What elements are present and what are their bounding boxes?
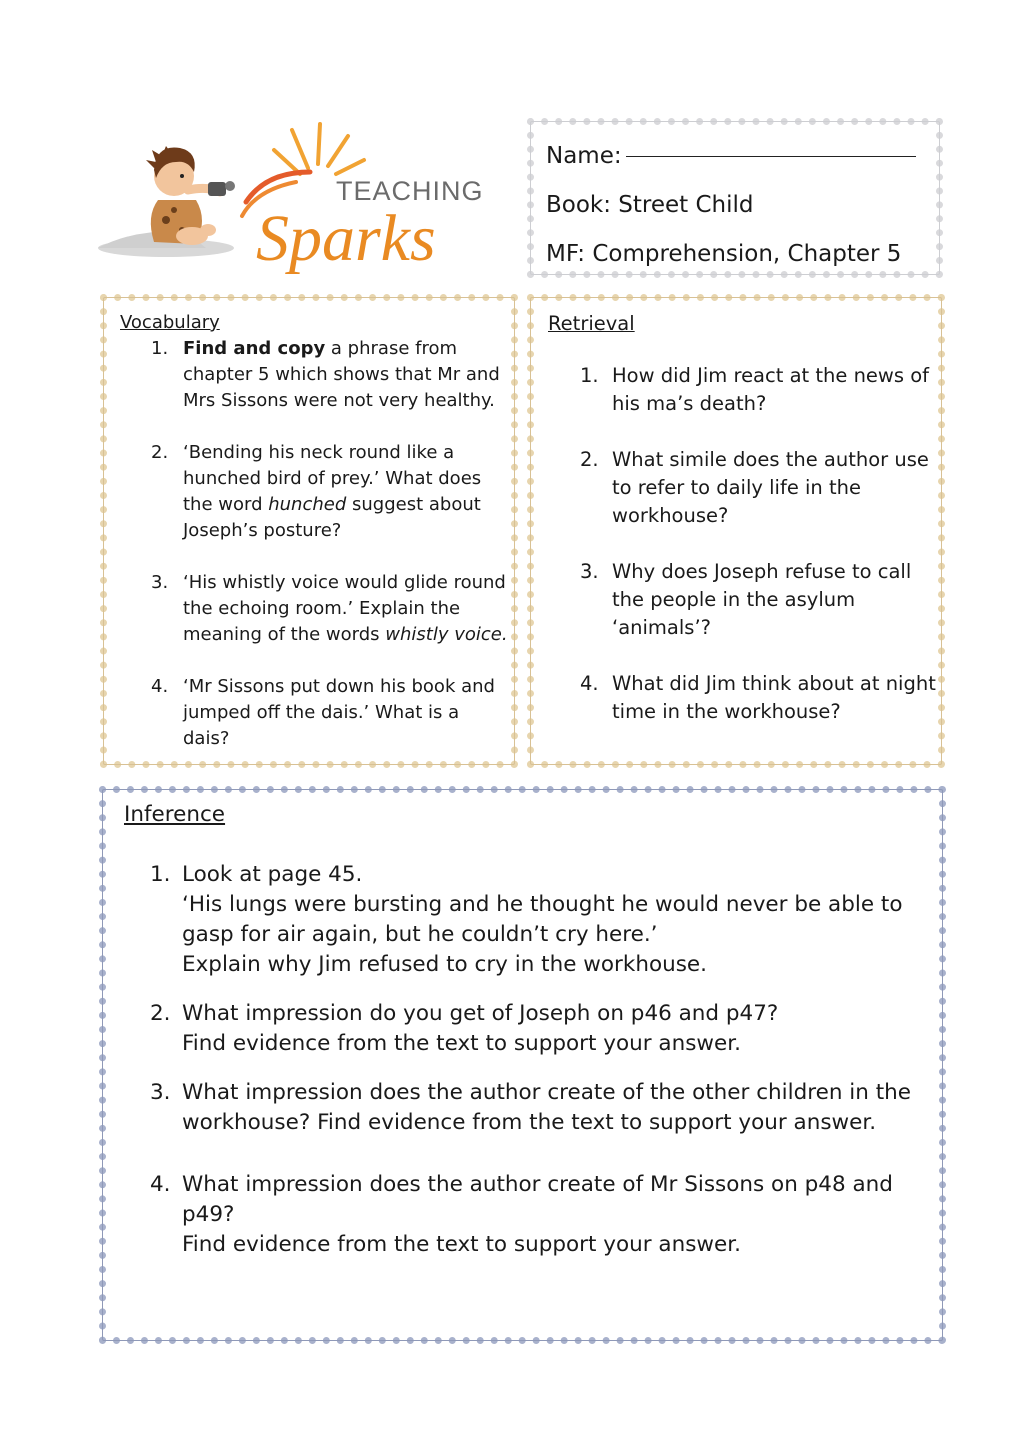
name-label: Name: <box>546 143 622 169</box>
teaching-sparks-logo <box>96 120 496 280</box>
retrieval-list <box>580 362 940 726</box>
list-item: 2. What simile does the author use to refer to daily life in the workhouse? <box>580 448 929 527</box>
inference-heading: Inference <box>124 802 226 827</box>
list-item: 4. ‘Mr Sissons put down his book and jumped off the dais.’ What is a dais? <box>151 676 495 749</box>
list-item: 2. What impression do you get of Joseph on p46 and p47? Find evidence from the text to support your answer. <box>150 1001 779 1056</box>
inference-box <box>99 786 946 1344</box>
list-item: 3. What impression does the author create of the other children in the workhouse? Find evidence from the text to support your answer. <box>150 1080 912 1135</box>
list-item: 4. What did Jim think about at night time in the workhouse? <box>580 672 936 723</box>
svg-text:Sparks: Sparks <box>256 202 436 275</box>
vocabulary-list <box>151 336 508 752</box>
header-info-box <box>527 118 943 278</box>
caveman-mascot-icon <box>96 120 496 280</box>
mf-line: MF: Comprehension, Chapter 5 <box>546 241 902 267</box>
vocabulary-heading: Vocabulary <box>120 312 220 333</box>
list-item: 2. ‘Bending his neck round like a hunched bird of prey.’ What does the word hunched suggest about Joseph’s posture? <box>151 442 482 541</box>
list-item: 1. Find and copy a phrase from chapter 5 which shows that Mr and Mrs Sissons were not very healthy. <box>151 338 500 411</box>
retrieval-heading: Retrieval <box>548 312 635 335</box>
inference-list <box>150 860 924 1260</box>
name-line <box>546 132 916 181</box>
list-item: 1. Look at page 45. ‘His lungs were bursting and he thought he would never be able to gasp for air again, but he couldn’t cry here.’ Explain why Jim refused to cry in the workhouse. <box>150 862 903 977</box>
list-item: 3. Why does Joseph refuse to call the people in the asylum ‘animals’? <box>580 560 912 639</box>
vocabulary-box <box>100 294 518 768</box>
name-blank[interactable] <box>626 156 916 157</box>
retrieval-box <box>527 294 945 768</box>
svg-text:TEACHING: TEACHING <box>336 176 484 206</box>
list-item: 3. ‘His whistly voice would glide round the echoing room.’ Explain the meaning of the words whistly voice. <box>151 572 508 645</box>
book-line: Book: Street Child <box>546 192 754 218</box>
list-item: 1. How did Jim react at the news of his ma’s death? <box>580 364 930 415</box>
list-item: 4. What impression does the author create of Mr Sissons on p48 and p49? Find evidence from the text to support your answer. <box>150 1172 893 1257</box>
